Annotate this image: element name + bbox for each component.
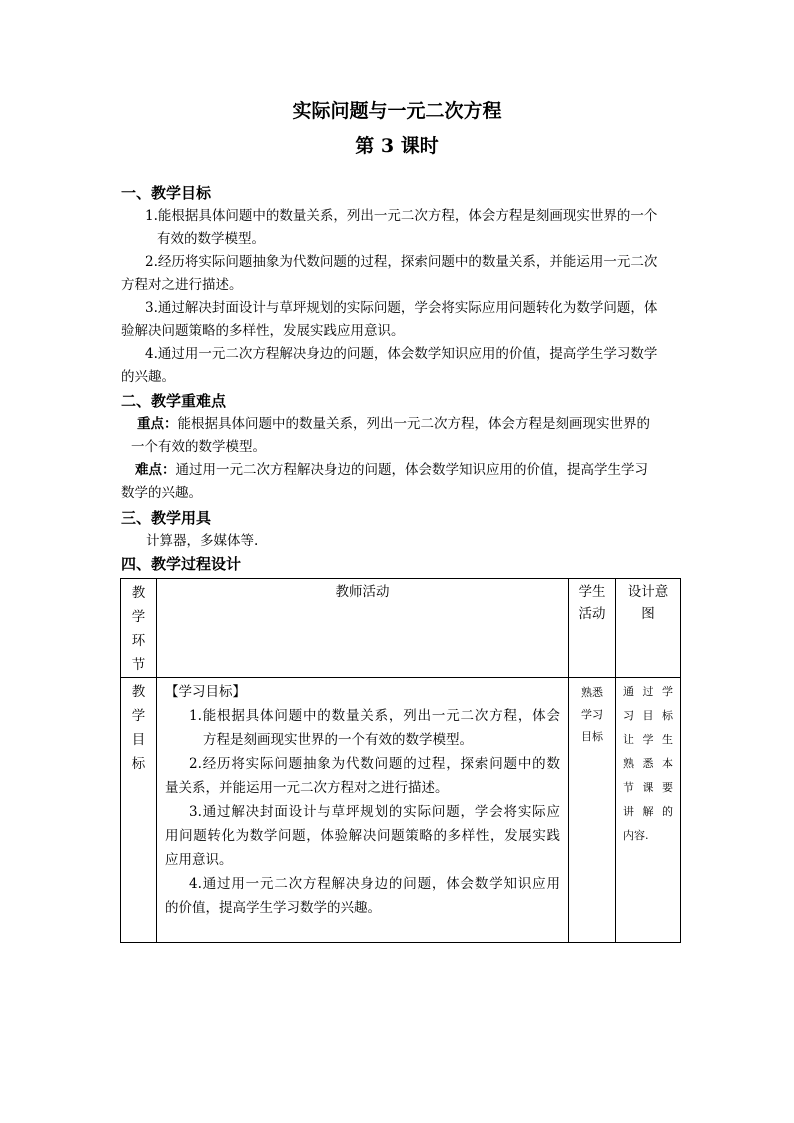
header-stage: 教 学 环 节: [121, 579, 157, 678]
tools-text: 计算器，多媒体等.: [146, 533, 259, 549]
table-goal-item-2: 2.经历将实际问题抽象为代数问题的过程，探索问题中的数 量关系，并能运用一元二次方程对之进行描述。: [165, 756, 560, 796]
row-stage: 教 学 目 标: [121, 678, 157, 943]
section-heading-tools: 三、教学用具: [121, 509, 212, 527]
header-student-activity: 学生 活动: [569, 579, 616, 678]
table-goal-item-3: 3.通过解决封面设计与草坪规划的实际问题，学会将实际应 用问题转化为数学问题，体验解决问题策略的多样性，发展实践 应用意识。: [165, 804, 560, 868]
difficult-point-label: 难点：: [135, 462, 176, 478]
key-point: 重点：能根据具体问题中的数量关系，列出一元二次方程，体会方程是刻画现实世界的 一个有效的数学模型。: [131, 416, 650, 455]
objective-item-1: 1.能根据具体问题中的数量关系，列出一元二次方程，体会方程是刻画现实世界的一个 有效的数学模型。: [145, 208, 658, 247]
learning-goal-tag: 【学习目标】: [165, 684, 246, 700]
row-design-intent: 通 过 学 习 目 标 让 学 生 熟 悉 本 节 课 要 讲 解 的 内容.: [616, 678, 681, 943]
objective-item-2: 2.经历将实际问题抽象为代数问题的过程，探索问题中的数量关系，并能运用一元二次 方程对之进行描述。: [121, 254, 658, 293]
section-heading-objectives: 一、教学目标: [121, 184, 212, 202]
table-goal-item-1: 1.能根据具体问题中的数量关系，列出一元二次方程，体会 方程是刻画现实世界的一个有效的数学模型。: [189, 708, 560, 748]
section-heading-key-points: 二、教学重难点: [121, 392, 227, 410]
document-subtitle: 第 3 课时: [355, 135, 439, 157]
table-header-row: [121, 579, 681, 678]
objective-item-4: 4.通过用一元二次方程解决身边的问题，体会数学知识应用的价值，提高学生学习数学 的兴趣。: [121, 346, 658, 385]
section-heading-process: 四、教学过程设计: [121, 555, 242, 573]
header-design-intent: 设计意 图: [616, 579, 681, 678]
row-teacher-activity: [157, 678, 569, 943]
difficult-point: 难点：通过用一元二次方程解决身边的问题，体会数学知识应用的价值，提高学生学习 数学的兴趣。: [121, 462, 648, 501]
table-row: [121, 678, 681, 943]
key-point-label: 重点：: [137, 416, 178, 432]
document-title: 实际问题与一元二次方程: [292, 100, 502, 122]
objective-item-3: 3.通过解决封面设计与草坪规划的实际问题，学会将实际应用问题转化为数学问题，体 验解决问题策略的多样性，发展实践应用意识。: [121, 300, 658, 339]
row-student-activity: 熟悉 学习 目标: [569, 678, 616, 943]
header-teacher-activity: 教师活动: [157, 579, 569, 678]
table-goal-item-4: 4.通过用一元二次方程解决身边的问题，体会数学知识应用 的价值，提高学生学习数学的兴趣。: [165, 876, 560, 916]
process-table: [120, 578, 681, 943]
